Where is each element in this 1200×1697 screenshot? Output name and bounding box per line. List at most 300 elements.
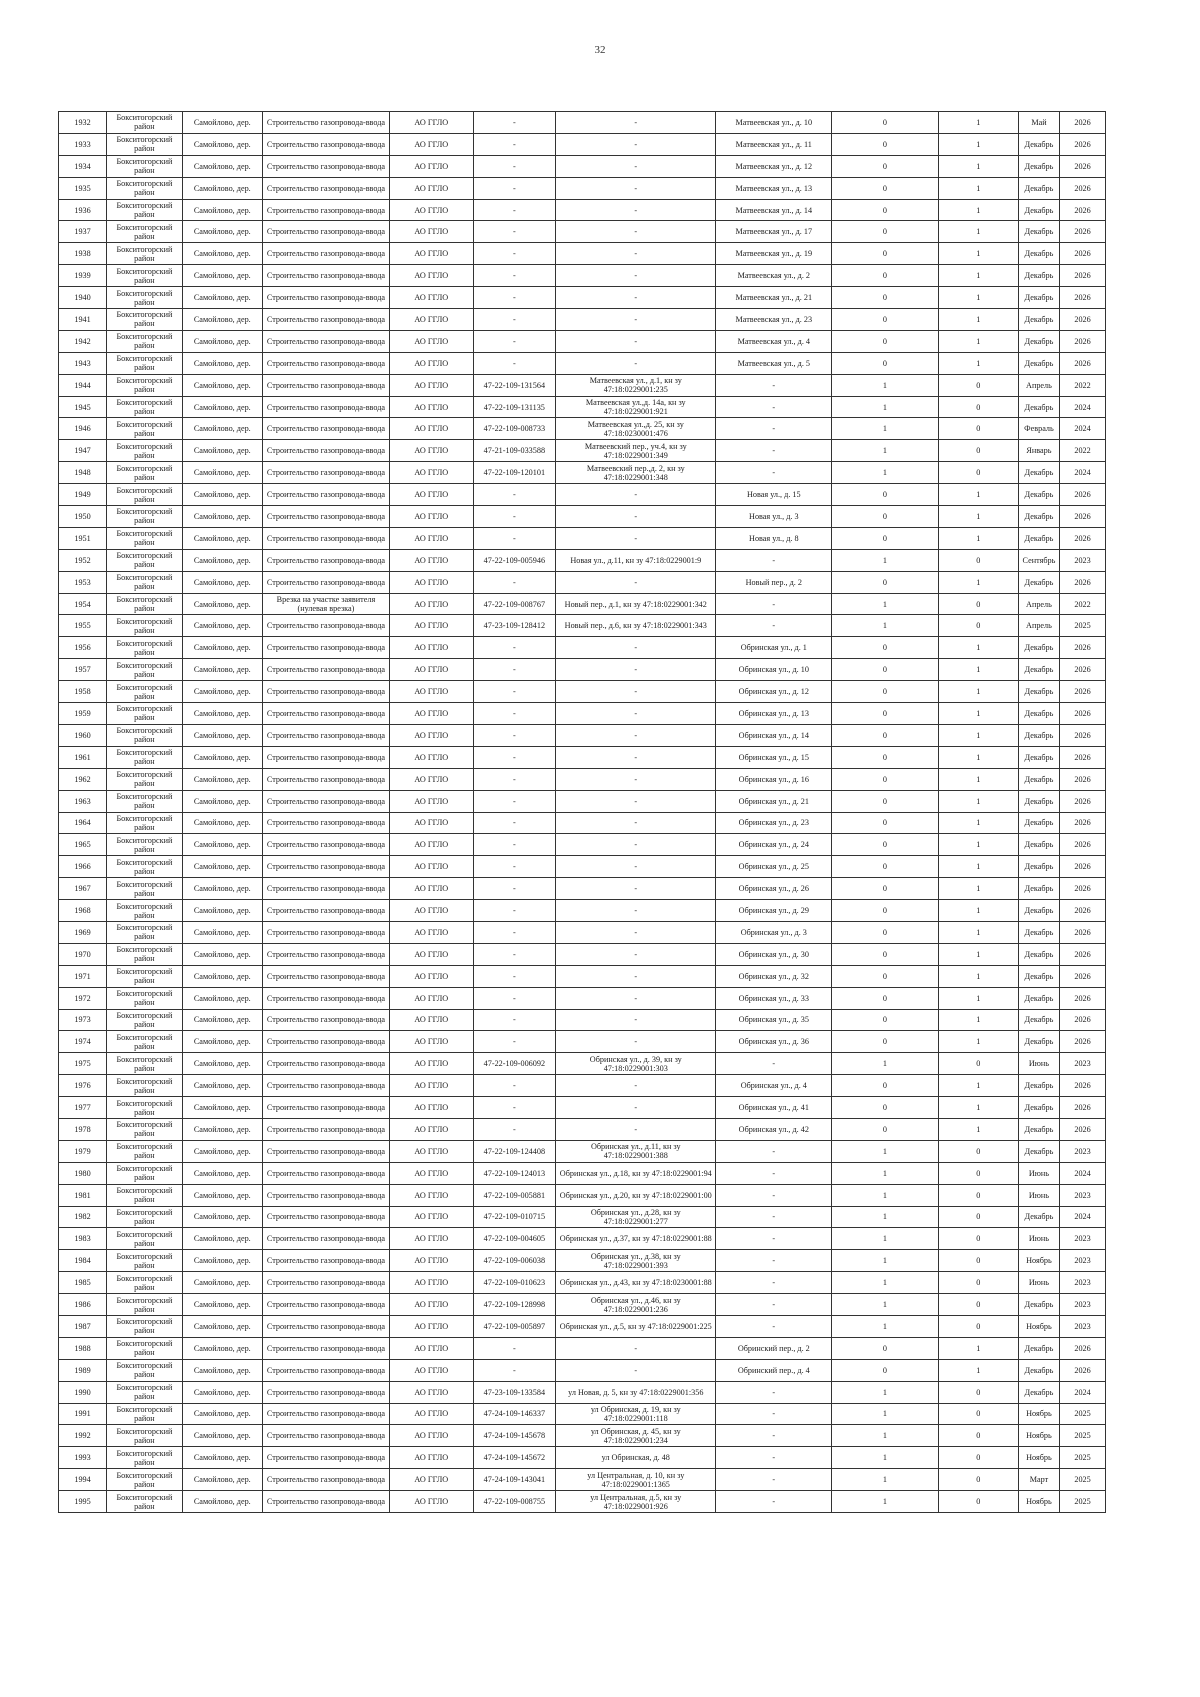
cell-planned-count: 1 bbox=[938, 987, 1018, 1009]
cell-settlement: Самойлово, дер. bbox=[182, 1053, 262, 1075]
table-row bbox=[59, 527, 1106, 549]
cell-month: Декабрь bbox=[1018, 856, 1059, 878]
cell-work-type: Строительство газопровода-ввода bbox=[262, 1469, 389, 1491]
cell-row-number: 1941 bbox=[59, 309, 107, 331]
cell-month: Декабрь bbox=[1018, 790, 1059, 812]
table-row bbox=[59, 112, 1106, 134]
cell-month: Ноябрь bbox=[1018, 1403, 1059, 1425]
cell-month: Декабрь bbox=[1018, 703, 1059, 725]
cell-month: Декабрь bbox=[1018, 1359, 1059, 1381]
cell-applicant-address: - bbox=[556, 199, 716, 221]
cell-application-number: 47-24-109-143041 bbox=[473, 1469, 555, 1491]
cell-planned-count: 0 bbox=[938, 615, 1018, 637]
cell-connected-count: 0 bbox=[832, 987, 939, 1009]
cell-work-type: Строительство газопровода-ввода bbox=[262, 1097, 389, 1119]
cell-connected-count: 0 bbox=[832, 243, 939, 265]
cell-applicant-address: - bbox=[556, 330, 716, 352]
cell-work-type: Строительство газопровода-ввода bbox=[262, 1184, 389, 1206]
cell-application-number: 47-22-109-005946 bbox=[473, 549, 555, 571]
cell-operator: АО ГГЛО bbox=[390, 133, 474, 155]
cell-settlement: Самойлово, дер. bbox=[182, 571, 262, 593]
cell-connected-count: 0 bbox=[832, 133, 939, 155]
cell-work-type: Строительство газопровода-ввода bbox=[262, 1206, 389, 1228]
cell-applicant-address: Новый пер., д.1, кн зу 47:18:0229001:342 bbox=[556, 593, 716, 615]
cell-operator: АО ГГЛО bbox=[390, 287, 474, 309]
cell-operator: АО ГГЛО bbox=[390, 1250, 474, 1272]
cell-connected-count: 0 bbox=[832, 484, 939, 506]
cell-row-number: 1974 bbox=[59, 1031, 107, 1053]
cell-work-type: Строительство газопровода-ввода bbox=[262, 484, 389, 506]
cell-operator: АО ГГЛО bbox=[390, 1140, 474, 1162]
cell-planned-count: 1 bbox=[938, 703, 1018, 725]
cell-year: 2022 bbox=[1060, 593, 1106, 615]
cell-row-number: 1954 bbox=[59, 593, 107, 615]
cell-planned-address: - bbox=[716, 1206, 832, 1228]
table-body bbox=[59, 112, 1106, 1513]
cell-operator: АО ГГЛО bbox=[390, 1009, 474, 1031]
cell-row-number: 1966 bbox=[59, 856, 107, 878]
cell-planned-address: - bbox=[716, 1228, 832, 1250]
cell-planned-count: 1 bbox=[938, 287, 1018, 309]
cell-applicant-address: ул Обринская, д. 19, кн зу 47:18:0229001:118 bbox=[556, 1403, 716, 1425]
cell-connected-count: 1 bbox=[832, 1162, 939, 1184]
cell-operator: АО ГГЛО bbox=[390, 549, 474, 571]
cell-work-type: Строительство газопровода-ввода bbox=[262, 527, 389, 549]
cell-applicant-address: - bbox=[556, 484, 716, 506]
cell-applicant-address: - bbox=[556, 724, 716, 746]
table-row bbox=[59, 1184, 1106, 1206]
cell-work-type: Строительство газопровода-ввода bbox=[262, 900, 389, 922]
cell-month: Декабрь bbox=[1018, 768, 1059, 790]
table-row bbox=[59, 155, 1106, 177]
cell-district: Бокситогорский район bbox=[107, 571, 183, 593]
cell-year: 2023 bbox=[1060, 1228, 1106, 1250]
cell-connected-count: 0 bbox=[832, 900, 939, 922]
cell-applicant-address: - bbox=[556, 1097, 716, 1119]
cell-row-number: 1964 bbox=[59, 812, 107, 834]
cell-district: Бокситогорский район bbox=[107, 724, 183, 746]
cell-operator: АО ГГЛО bbox=[390, 1075, 474, 1097]
cell-row-number: 1935 bbox=[59, 177, 107, 199]
cell-row-number: 1965 bbox=[59, 834, 107, 856]
cell-planned-count: 1 bbox=[938, 1359, 1018, 1381]
cell-planned-address: - bbox=[716, 396, 832, 418]
table-row bbox=[59, 1315, 1106, 1337]
cell-settlement: Самойлово, дер. bbox=[182, 921, 262, 943]
cell-row-number: 1973 bbox=[59, 1009, 107, 1031]
cell-month: Декабрь bbox=[1018, 265, 1059, 287]
cell-connected-count: 0 bbox=[832, 527, 939, 549]
cell-applicant-address: - bbox=[556, 878, 716, 900]
cell-work-type: Строительство газопровода-ввода bbox=[262, 177, 389, 199]
cell-planned-count: 0 bbox=[938, 1184, 1018, 1206]
cell-month: Декабрь bbox=[1018, 1294, 1059, 1316]
cell-work-type: Строительство газопровода-ввода bbox=[262, 703, 389, 725]
cell-connected-count: 0 bbox=[832, 943, 939, 965]
cell-row-number: 1995 bbox=[59, 1491, 107, 1513]
cell-district: Бокситогорский район bbox=[107, 287, 183, 309]
table-row bbox=[59, 812, 1106, 834]
cell-year: 2026 bbox=[1060, 484, 1106, 506]
cell-year: 2026 bbox=[1060, 1009, 1106, 1031]
table-row bbox=[59, 987, 1106, 1009]
cell-application-number: - bbox=[473, 965, 555, 987]
cell-year: 2025 bbox=[1060, 1491, 1106, 1513]
cell-applicant-address: Обринская ул., д.28, кн зу 47:18:0229001:277 bbox=[556, 1206, 716, 1228]
cell-month: Ноябрь bbox=[1018, 1250, 1059, 1272]
cell-planned-address: Матвеевская ул., д. 5 bbox=[716, 352, 832, 374]
cell-application-number: - bbox=[473, 856, 555, 878]
cell-row-number: 1990 bbox=[59, 1381, 107, 1403]
cell-work-type: Строительство газопровода-ввода bbox=[262, 724, 389, 746]
cell-year: 2024 bbox=[1060, 418, 1106, 440]
cell-operator: АО ГГЛО bbox=[390, 1206, 474, 1228]
cell-operator: АО ГГЛО bbox=[390, 374, 474, 396]
cell-connected-count: 0 bbox=[832, 1337, 939, 1359]
cell-operator: АО ГГЛО bbox=[390, 1469, 474, 1491]
cell-work-type: Строительство газопровода-ввода bbox=[262, 768, 389, 790]
cell-month: Декабрь bbox=[1018, 352, 1059, 374]
cell-planned-count: 0 bbox=[938, 1250, 1018, 1272]
cell-planned-address: Обринская ул., д. 12 bbox=[716, 681, 832, 703]
cell-connected-count: 1 bbox=[832, 1315, 939, 1337]
cell-application-number: 47-22-109-004605 bbox=[473, 1228, 555, 1250]
cell-month: Декабрь bbox=[1018, 724, 1059, 746]
cell-month: Ноябрь bbox=[1018, 1491, 1059, 1513]
cell-settlement: Самойлово, дер. bbox=[182, 812, 262, 834]
cell-application-number: - bbox=[473, 221, 555, 243]
cell-operator: АО ГГЛО bbox=[390, 659, 474, 681]
cell-settlement: Самойлово, дер. bbox=[182, 987, 262, 1009]
cell-month: Апрель bbox=[1018, 593, 1059, 615]
cell-application-number: 47-22-109-124013 bbox=[473, 1162, 555, 1184]
table-row bbox=[59, 199, 1106, 221]
cell-row-number: 1960 bbox=[59, 724, 107, 746]
cell-operator: АО ГГЛО bbox=[390, 724, 474, 746]
cell-applicant-address: - bbox=[556, 571, 716, 593]
cell-application-number: - bbox=[473, 681, 555, 703]
cell-row-number: 1989 bbox=[59, 1359, 107, 1381]
cell-work-type: Строительство газопровода-ввода bbox=[262, 856, 389, 878]
cell-planned-address: - bbox=[716, 1315, 832, 1337]
cell-connected-count: 0 bbox=[832, 330, 939, 352]
cell-year: 2026 bbox=[1060, 155, 1106, 177]
cell-application-number: - bbox=[473, 746, 555, 768]
cell-operator: АО ГГЛО bbox=[390, 462, 474, 484]
cell-planned-count: 0 bbox=[938, 1447, 1018, 1469]
cell-row-number: 1933 bbox=[59, 133, 107, 155]
cell-application-number: - bbox=[473, 177, 555, 199]
cell-application-number: - bbox=[473, 1359, 555, 1381]
cell-month: Январь bbox=[1018, 440, 1059, 462]
cell-year: 2026 bbox=[1060, 243, 1106, 265]
cell-application-number: - bbox=[473, 921, 555, 943]
cell-year: 2026 bbox=[1060, 330, 1106, 352]
cell-applicant-address: Обринская ул., д.20, кн зу 47:18:0229001:00 bbox=[556, 1184, 716, 1206]
cell-connected-count: 0 bbox=[832, 199, 939, 221]
cell-year: 2026 bbox=[1060, 1097, 1106, 1119]
cell-year: 2026 bbox=[1060, 943, 1106, 965]
cell-work-type: Строительство газопровода-ввода bbox=[262, 615, 389, 637]
table-row bbox=[59, 1009, 1106, 1031]
cell-planned-address: Обринская ул., д. 29 bbox=[716, 900, 832, 922]
cell-year: 2026 bbox=[1060, 133, 1106, 155]
cell-district: Бокситогорский район bbox=[107, 155, 183, 177]
cell-row-number: 1987 bbox=[59, 1315, 107, 1337]
cell-month: Декабрь bbox=[1018, 309, 1059, 331]
cell-row-number: 1940 bbox=[59, 287, 107, 309]
cell-row-number: 1947 bbox=[59, 440, 107, 462]
cell-month: Декабрь bbox=[1018, 571, 1059, 593]
cell-month: Май bbox=[1018, 112, 1059, 134]
cell-connected-count: 1 bbox=[832, 593, 939, 615]
cell-district: Бокситогорский район bbox=[107, 1469, 183, 1491]
table-row bbox=[59, 681, 1106, 703]
cell-row-number: 1976 bbox=[59, 1075, 107, 1097]
cell-connected-count: 1 bbox=[832, 1469, 939, 1491]
cell-planned-count: 0 bbox=[938, 374, 1018, 396]
cell-year: 2022 bbox=[1060, 440, 1106, 462]
cell-planned-count: 1 bbox=[938, 965, 1018, 987]
table-row bbox=[59, 1097, 1106, 1119]
cell-planned-address: Обринская ул., д. 14 bbox=[716, 724, 832, 746]
cell-planned-count: 0 bbox=[938, 1140, 1018, 1162]
cell-work-type: Строительство газопровода-ввода bbox=[262, 1250, 389, 1272]
cell-row-number: 1942 bbox=[59, 330, 107, 352]
cell-planned-address: - bbox=[716, 1272, 832, 1294]
cell-planned-address: Обринская ул., д. 10 bbox=[716, 659, 832, 681]
cell-work-type: Строительство газопровода-ввода bbox=[262, 1228, 389, 1250]
cell-application-number: - bbox=[473, 1097, 555, 1119]
cell-application-number: - bbox=[473, 243, 555, 265]
table-row bbox=[59, 659, 1106, 681]
cell-application-number: 47-22-109-131564 bbox=[473, 374, 555, 396]
table-row bbox=[59, 549, 1106, 571]
cell-year: 2023 bbox=[1060, 1250, 1106, 1272]
cell-applicant-address: - bbox=[556, 1118, 716, 1140]
cell-planned-address: Новая ул., д. 15 bbox=[716, 484, 832, 506]
cell-district: Бокситогорский район bbox=[107, 1250, 183, 1272]
cell-connected-count: 1 bbox=[832, 440, 939, 462]
cell-district: Бокситогорский район bbox=[107, 1053, 183, 1075]
cell-planned-count: 1 bbox=[938, 133, 1018, 155]
cell-operator: АО ГГЛО bbox=[390, 527, 474, 549]
cell-connected-count: 1 bbox=[832, 1425, 939, 1447]
cell-application-number: - bbox=[473, 155, 555, 177]
cell-work-type: Строительство газопровода-ввода bbox=[262, 265, 389, 287]
cell-planned-count: 1 bbox=[938, 921, 1018, 943]
cell-applicant-address: Матвеевская ул., д.1, кн зу 47:18:0229001:235 bbox=[556, 374, 716, 396]
cell-planned-count: 1 bbox=[938, 1031, 1018, 1053]
table-row bbox=[59, 1491, 1106, 1513]
table-row bbox=[59, 1425, 1106, 1447]
cell-work-type: Строительство газопровода-ввода bbox=[262, 1053, 389, 1075]
cell-settlement: Самойлово, дер. bbox=[182, 900, 262, 922]
cell-month: Декабрь bbox=[1018, 1337, 1059, 1359]
cell-year: 2026 bbox=[1060, 834, 1106, 856]
cell-row-number: 1983 bbox=[59, 1228, 107, 1250]
cell-planned-count: 1 bbox=[938, 265, 1018, 287]
cell-applicant-address: - bbox=[556, 746, 716, 768]
cell-settlement: Самойлово, дер. bbox=[182, 309, 262, 331]
cell-planned-count: 1 bbox=[938, 1118, 1018, 1140]
table-row bbox=[59, 900, 1106, 922]
cell-operator: АО ГГЛО bbox=[390, 790, 474, 812]
cell-planned-count: 0 bbox=[938, 440, 1018, 462]
cell-planned-address: Обринская ул., д. 16 bbox=[716, 768, 832, 790]
cell-connected-count: 0 bbox=[832, 724, 939, 746]
cell-district: Бокситогорский район bbox=[107, 1381, 183, 1403]
cell-row-number: 1951 bbox=[59, 527, 107, 549]
cell-connected-count: 0 bbox=[832, 921, 939, 943]
cell-application-number: 47-22-109-006092 bbox=[473, 1053, 555, 1075]
cell-district: Бокситогорский район bbox=[107, 1359, 183, 1381]
cell-planned-address: Обринская ул., д. 3 bbox=[716, 921, 832, 943]
cell-planned-count: 1 bbox=[938, 309, 1018, 331]
cell-planned-count: 0 bbox=[938, 1469, 1018, 1491]
cell-settlement: Самойлово, дер. bbox=[182, 221, 262, 243]
cell-settlement: Самойлово, дер. bbox=[182, 1381, 262, 1403]
cell-application-number: - bbox=[473, 571, 555, 593]
cell-district: Бокситогорский район bbox=[107, 221, 183, 243]
cell-application-number: 47-22-109-124408 bbox=[473, 1140, 555, 1162]
cell-year: 2026 bbox=[1060, 1031, 1106, 1053]
table-row bbox=[59, 703, 1106, 725]
cell-month: Декабрь bbox=[1018, 812, 1059, 834]
cell-work-type: Строительство газопровода-ввода bbox=[262, 549, 389, 571]
cell-row-number: 1970 bbox=[59, 943, 107, 965]
cell-application-number: 47-22-109-008755 bbox=[473, 1491, 555, 1513]
cell-row-number: 1948 bbox=[59, 462, 107, 484]
cell-work-type: Строительство газопровода-ввода bbox=[262, 374, 389, 396]
cell-year: 2026 bbox=[1060, 724, 1106, 746]
cell-connected-count: 0 bbox=[832, 1031, 939, 1053]
cell-row-number: 1963 bbox=[59, 790, 107, 812]
cell-district: Бокситогорский район bbox=[107, 506, 183, 528]
cell-operator: АО ГГЛО bbox=[390, 571, 474, 593]
cell-planned-count: 1 bbox=[938, 1337, 1018, 1359]
cell-row-number: 1945 bbox=[59, 396, 107, 418]
cell-year: 2026 bbox=[1060, 659, 1106, 681]
cell-application-number: - bbox=[473, 352, 555, 374]
table-row bbox=[59, 768, 1106, 790]
cell-settlement: Самойлово, дер. bbox=[182, 1031, 262, 1053]
cell-year: 2024 bbox=[1060, 462, 1106, 484]
cell-applicant-address: - bbox=[556, 155, 716, 177]
cell-connected-count: 0 bbox=[832, 1075, 939, 1097]
cell-district: Бокситогорский район bbox=[107, 965, 183, 987]
cell-year: 2026 bbox=[1060, 965, 1106, 987]
cell-planned-count: 1 bbox=[938, 637, 1018, 659]
cell-district: Бокситогорский район bbox=[107, 440, 183, 462]
cell-operator: АО ГГЛО bbox=[390, 221, 474, 243]
cell-operator: АО ГГЛО bbox=[390, 484, 474, 506]
cell-applicant-address: - bbox=[556, 812, 716, 834]
cell-work-type: Строительство газопровода-ввода bbox=[262, 1359, 389, 1381]
cell-operator: АО ГГЛО bbox=[390, 1053, 474, 1075]
cell-work-type: Строительство газопровода-ввода bbox=[262, 790, 389, 812]
cell-district: Бокситогорский район bbox=[107, 1425, 183, 1447]
cell-month: Июнь bbox=[1018, 1162, 1059, 1184]
cell-work-type: Строительство газопровода-ввода bbox=[262, 133, 389, 155]
cell-planned-address: Матвеевская ул., д. 11 bbox=[716, 133, 832, 155]
cell-planned-count: 0 bbox=[938, 1294, 1018, 1316]
cell-year: 2026 bbox=[1060, 856, 1106, 878]
cell-operator: АО ГГЛО bbox=[390, 243, 474, 265]
table-row bbox=[59, 177, 1106, 199]
cell-connected-count: 1 bbox=[832, 418, 939, 440]
cell-row-number: 1946 bbox=[59, 418, 107, 440]
cell-month: Декабрь bbox=[1018, 987, 1059, 1009]
cell-year: 2024 bbox=[1060, 396, 1106, 418]
cell-planned-address: Обринская ул., д. 23 bbox=[716, 812, 832, 834]
cell-application-number: - bbox=[473, 724, 555, 746]
cell-applicant-address: - bbox=[556, 987, 716, 1009]
cell-operator: АО ГГЛО bbox=[390, 1381, 474, 1403]
cell-month: Апрель bbox=[1018, 615, 1059, 637]
table-row bbox=[59, 615, 1106, 637]
cell-work-type: Строительство газопровода-ввода bbox=[262, 659, 389, 681]
cell-operator: АО ГГЛО bbox=[390, 330, 474, 352]
cell-planned-address: Матвеевская ул., д. 10 bbox=[716, 112, 832, 134]
cell-applicant-address: Обринская ул., д.38, кн зу 47:18:0229001:393 bbox=[556, 1250, 716, 1272]
cell-connected-count: 1 bbox=[832, 1250, 939, 1272]
cell-planned-count: 0 bbox=[938, 418, 1018, 440]
cell-operator: АО ГГЛО bbox=[390, 1337, 474, 1359]
cell-applicant-address: - bbox=[556, 265, 716, 287]
table-row bbox=[59, 746, 1106, 768]
cell-planned-count: 1 bbox=[938, 681, 1018, 703]
cell-work-type: Строительство газопровода-ввода bbox=[262, 1315, 389, 1337]
cell-month: Декабрь bbox=[1018, 199, 1059, 221]
cell-year: 2023 bbox=[1060, 1294, 1106, 1316]
cell-year: 2025 bbox=[1060, 1403, 1106, 1425]
cell-connected-count: 0 bbox=[832, 812, 939, 834]
cell-work-type: Строительство газопровода-ввода bbox=[262, 440, 389, 462]
cell-settlement: Самойлово, дер. bbox=[182, 462, 262, 484]
cell-year: 2026 bbox=[1060, 681, 1106, 703]
cell-connected-count: 1 bbox=[832, 1272, 939, 1294]
cell-work-type: Строительство газопровода-ввода bbox=[262, 834, 389, 856]
cell-planned-address: Обринская ул., д. 1 bbox=[716, 637, 832, 659]
cell-year: 2026 bbox=[1060, 527, 1106, 549]
cell-work-type: Строительство газопровода-ввода bbox=[262, 965, 389, 987]
cell-application-number: - bbox=[473, 527, 555, 549]
cell-application-number: - bbox=[473, 900, 555, 922]
cell-planned-address: Обринская ул., д. 42 bbox=[716, 1118, 832, 1140]
cell-application-number: - bbox=[473, 1031, 555, 1053]
table-row bbox=[59, 1031, 1106, 1053]
cell-work-type: Строительство газопровода-ввода bbox=[262, 1140, 389, 1162]
cell-application-number: - bbox=[473, 1075, 555, 1097]
cell-district: Бокситогорский район bbox=[107, 1162, 183, 1184]
cell-district: Бокситогорский район bbox=[107, 549, 183, 571]
cell-work-type: Строительство газопровода-ввода bbox=[262, 352, 389, 374]
page-number: 32 bbox=[594, 44, 606, 56]
cell-work-type: Строительство газопровода-ввода bbox=[262, 243, 389, 265]
cell-work-type: Строительство газопровода-ввода bbox=[262, 681, 389, 703]
cell-settlement: Самойлово, дер. bbox=[182, 1228, 262, 1250]
cell-applicant-address: Обринская ул., д.43, кн зу 47:18:0230001:88 bbox=[556, 1272, 716, 1294]
cell-work-type: Врезка на участке заявителя (нулевая врезка) bbox=[262, 593, 389, 615]
cell-district: Бокситогорский район bbox=[107, 199, 183, 221]
cell-district: Бокситогорский район bbox=[107, 987, 183, 1009]
cell-applicant-address: Обринская ул., д.37, кн зу 47:18:0229001:88 bbox=[556, 1228, 716, 1250]
cell-district: Бокситогорский район bbox=[107, 834, 183, 856]
cell-month: Июнь bbox=[1018, 1053, 1059, 1075]
cell-applicant-address: Новая ул., д.11, кн зу 47:18:0229001:9 bbox=[556, 549, 716, 571]
cell-applicant-address: - bbox=[556, 659, 716, 681]
